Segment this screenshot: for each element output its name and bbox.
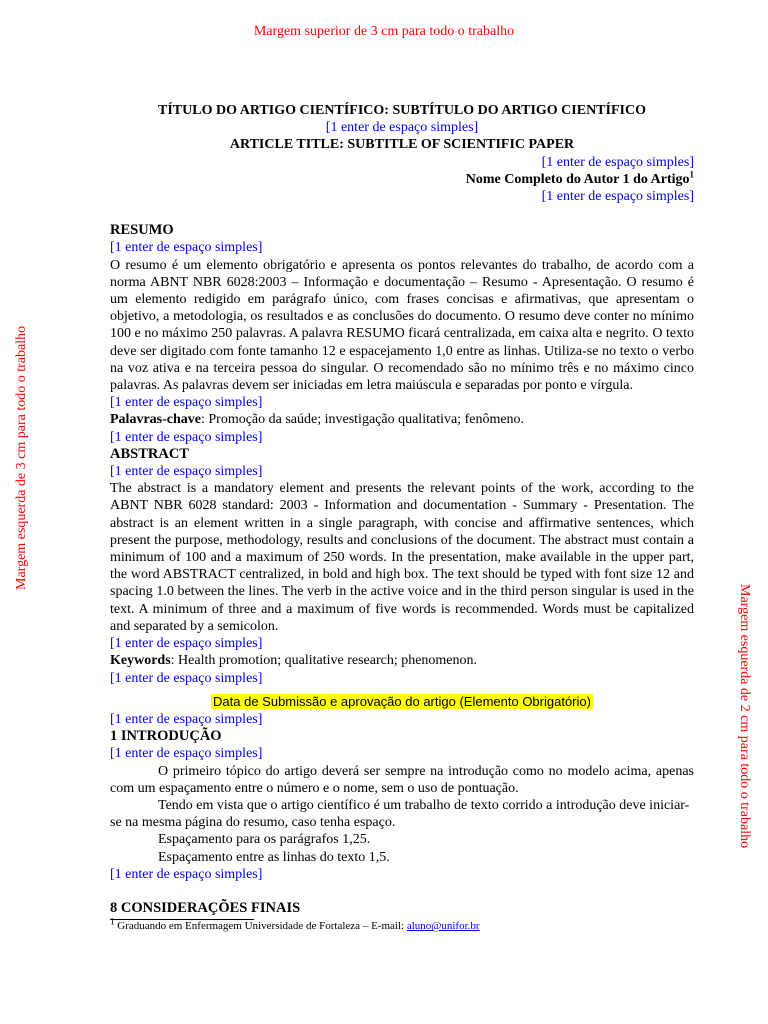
intro-paragraph-3: Espaçamento para os parágrafos 1,25. <box>158 832 371 848</box>
footnote <box>110 916 694 933</box>
keywords-label: Keywords <box>110 653 171 669</box>
enter-note: [1 enter de espaço simples] <box>110 670 263 686</box>
enter-note: [1 enter de espaço simples] <box>541 154 694 170</box>
author-footnote-mark: 1 <box>689 169 694 180</box>
author-text: Nome Completo do Autor 1 do Artigo <box>465 171 690 187</box>
intro-paragraph-1: O primeiro tópico do artigo deverá ser sempre na introdução como no modelo acima, apenas com um espaçamento entre o número e o nome, sem o uso de pontuação. <box>110 763 694 796</box>
abstract-text: The abstract is a mandatory element and presents the relevant points of the work, according to the ABNT NBR 6028 standard: 2003 - Information and documentation - Summary - Presentation. The abstract is an element written in a single paragraph, with concise and affirmative sentences, which present the purpose, methodology, results and conclusions of the document. The abstract must contain a minimum of 100 and a maximum of 250 words. In the presentation, make available in the upper part, the word ABSTRACT centralized, in bold and high box. The text should be typed with font size 12 and spacing 1.0 between the lines. The verb in the active voice and in the third person singular is used in the text. A minimum of three and a maximum of five words is recommended. Words must be capitalized and separated by a semicolon. <box>110 481 694 634</box>
enter-note: [1 enter de espaço simples] <box>325 120 479 136</box>
article-body <box>110 102 694 933</box>
submission-line <box>110 693 694 711</box>
enter-note: [1 enter de espaço simples] <box>110 711 263 727</box>
title-pt: TÍTULO DO ARTIGO CIENTÍFICO: SUBTÍTULO DO ARTIGO CIENTÍFICO <box>158 103 646 118</box>
keywords-label: Palavras-chave <box>110 412 201 428</box>
author-name <box>110 171 694 188</box>
enter-note: [1 enter de espaço simples] <box>110 464 263 480</box>
final-heading: 8 CONSIDERAÇÕES FINAIS <box>110 899 301 916</box>
enter-note: [1 enter de espaço simples] <box>541 189 694 205</box>
enter-note: [1 enter de espaço simples] <box>110 429 263 445</box>
left-margin-note: Margem esquerda de 3 cm para todo o trabalho <box>14 325 29 590</box>
enter-note: [1 enter de espaço simples] <box>110 636 263 652</box>
footnote-number: 1 <box>110 916 115 927</box>
title-en: ARTICLE TITLE: SUBTITLE OF SCIENTIFIC PAPER <box>229 137 575 153</box>
resumo-text: O resumo é um elemento obrigatório e apresenta os pontos relevantes do trabalho, de acordo com a norma ABNT NBR 6028:2003 – Informação e documentação – Resumo - Apresentação. O resumo é um elemento redigido em parágrafo único, com frases concisas e afirmativas, que apresentam o objetivo, a metodologia, os resultados e as conclusões do documento. O resumo deve conter no mínimo 100 e no máximo 250 palavras. A palavra RESUMO ficará centralizada, em caixa alta e negrito. O texto deve ser digitado com fonte tamanho 12 e espacejamento 1,0 entre as linhas. Utiliza-se no texto o verbo na voz ativa e na terceira pessoa do singular. O recomendado são no mínimo três e no máximo cinco palavras. As palavras devem ser iniciadas em letra maiúscula e separadas por ponto e vírgula. <box>110 257 694 394</box>
abstract-heading: ABSTRACT <box>110 445 189 462</box>
keywords-text: : Promoção da saúde; investigação qualitativa; fenômeno. <box>200 412 525 428</box>
resumo-heading: RESUMO <box>110 222 174 239</box>
intro-heading: 1 INTRODUÇÃO <box>110 728 222 745</box>
top-margin-note: Margem superior de 3 cm para todo o trabalho <box>253 24 515 39</box>
right-margin-note: Margem esquerda de 2 cm para todo o trabalho <box>737 584 752 849</box>
footnote-email-link[interactable]: aluno@unifor.br <box>406 920 480 933</box>
abstract-keywords <box>110 652 694 669</box>
submission-note: Data de Submissão e aprovação do artigo (Elemento Obrigatório) <box>213 693 591 709</box>
enter-note: [1 enter de espaço simples] <box>110 395 263 411</box>
resumo-keywords <box>110 411 694 428</box>
intro-paragraph-4: Espaçamento entre as linhas do texto 1,5. <box>158 849 390 865</box>
enter-note: [1 enter de espaço simples] <box>110 866 263 882</box>
enter-note: [1 enter de espaço simples] <box>110 240 263 256</box>
enter-note: [1 enter de espaço simples] <box>110 746 263 762</box>
footnote-text: Graduando em Enfermagem Universidade de Fortaleza – E-mail: <box>114 920 407 933</box>
intro-paragraph-2: Tendo em vista que o artigo científico é um trabalho de texto corrido a introdução deve iniciar-se na mesma página do resumo, caso tenha espaço. <box>110 797 690 831</box>
keywords-text: : Health promotion; qualitative research; phenomenon. <box>170 653 478 669</box>
